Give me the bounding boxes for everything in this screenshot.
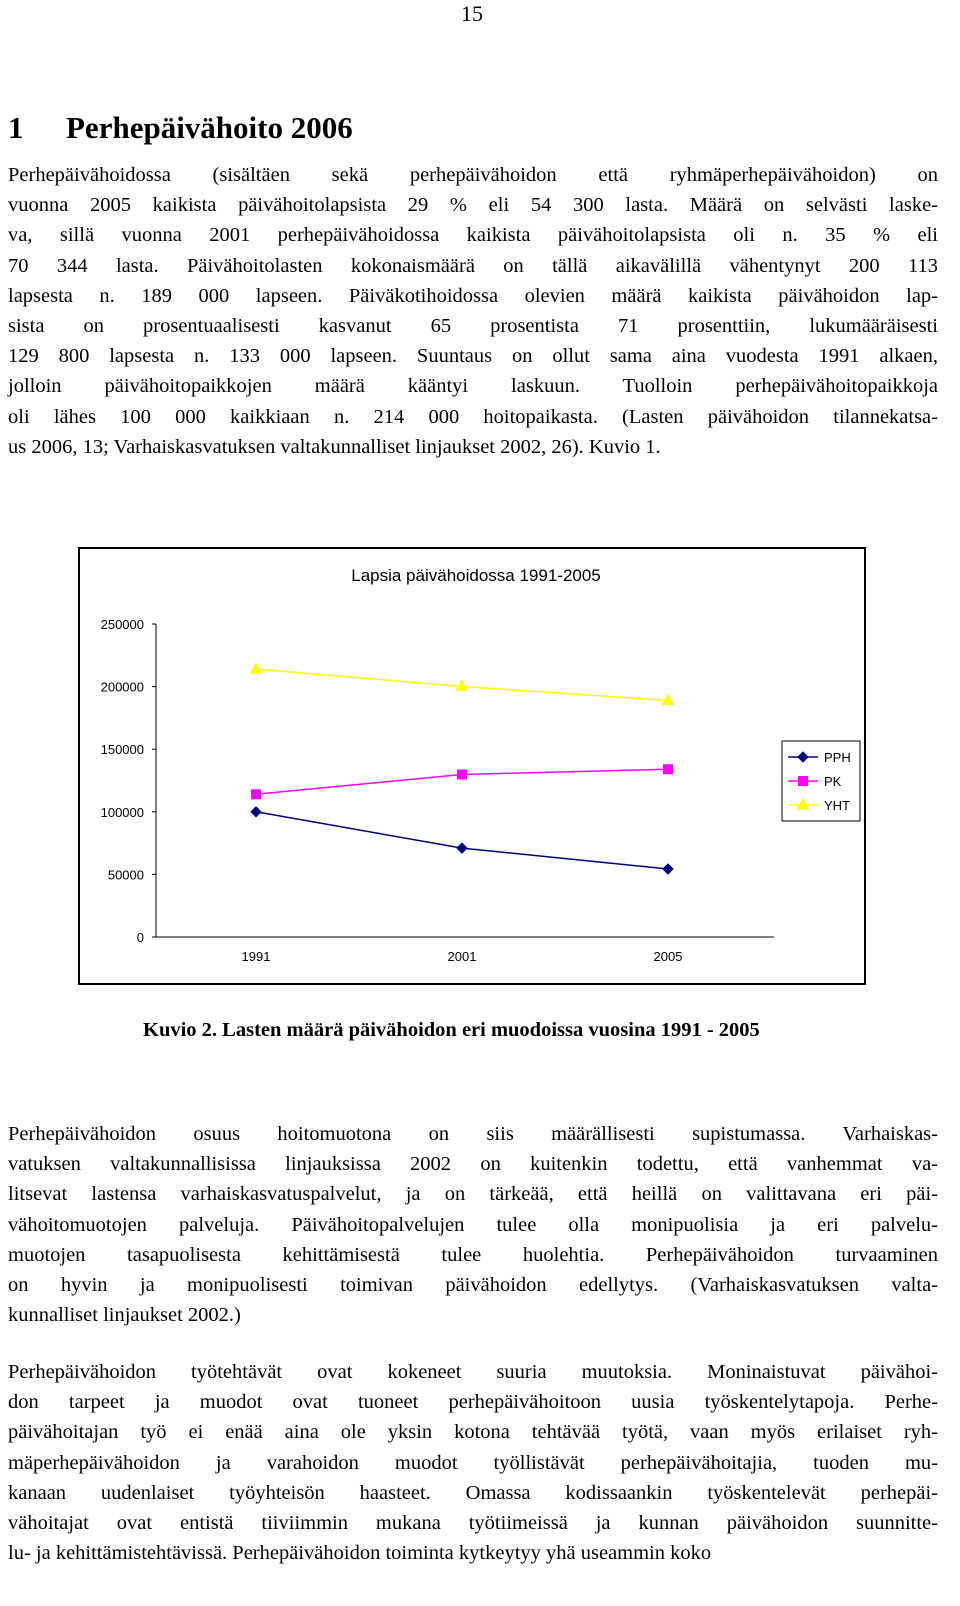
text-line: kanaan uudenlaiset työyhteisön haasteet. Omassa kodissaankin työskentelevät perhepäi- — [8, 1481, 938, 1504]
paragraph-1 — [8, 160, 938, 462]
legend-label: PK — [824, 774, 842, 789]
text-line: 129 800 lapsesta n. 133 000 lapseen. Suuntaus on ollut sama aina vuodesta 1991 alkaen, — [8, 345, 938, 368]
legend-marker-pk — [799, 777, 808, 786]
page-number: 15 — [461, 1, 483, 26]
text-line: jolloin päivähoitopaikkojen määrä kääntyi laskuun. Tuolloin perhepäivähoitopaikkoja — [8, 375, 938, 398]
text-line: vähoitajat ovat entistä tiiviimmin mukana työtiimeissä ja kunnan päivähoidon suunnitte- — [8, 1512, 938, 1535]
y-tick-label: 50000 — [107, 867, 144, 883]
text-line: litsevat lastensa varhaiskasvatuspalvelut, ja on tärkeää, että heillä on valittavana eri päi- — [8, 1183, 938, 1206]
text-line: va, sillä vuonna 2001 perhepäivähoidossa kaikista päivähoitolapsista oli n. 35 % eli — [8, 224, 938, 247]
section-number: 1 — [8, 110, 24, 145]
y-tick-label: 250000 — [100, 617, 144, 632]
line-chart — [78, 547, 866, 985]
data-point-pk — [458, 770, 467, 779]
text-line: don tarpeet ja muodot ovat tuoneet perhepäivähoitoon uusia työskentelytapoja. Perhe- — [8, 1391, 938, 1414]
text-line: kunnalliset linjaukset 2002.) — [8, 1304, 241, 1327]
chart-svg — [80, 549, 864, 983]
text-line: lu- ja kehittämistehtävissä. Perhepäivähoidon toiminta kytkeytyy yhä useammin koko — [8, 1542, 712, 1565]
x-tick-label: 2001 — [447, 949, 477, 964]
data-point-yht — [251, 663, 262, 673]
y-tick-label: 200000 — [100, 679, 144, 695]
text-line: Perhepäivähoidossa (sisältäen sekä perhepäivähoidon että ryhmäperhepäivähoidon) on — [8, 164, 938, 186]
text-line: 70 344 lasta. Päivähoitolasten kokonaismäärä on tällä aikavälillä vähentynyt 200 113 — [8, 254, 938, 277]
y-tick-label: 0 — [136, 930, 144, 945]
x-tick-label: 1991 — [241, 949, 271, 964]
data-point-pph — [457, 843, 467, 853]
y-tick-label: 100000 — [100, 804, 144, 820]
section-heading — [8, 108, 353, 148]
data-point-pk — [664, 765, 673, 774]
text-line: Perhepäivähoidon osuus hoitomuotona on siis määrällisesti supistumassa. Varhaiskas- — [8, 1123, 938, 1145]
section-title: Perhepäivähoito 2006 — [66, 110, 353, 145]
text-line: mäperhepäivähoidon ja varahoidon muodot työllistävät perhepäivähoitajia, tuoden mu- — [8, 1451, 938, 1474]
chart-title: Lapsia päivähoidossa 1991-2005 — [351, 566, 601, 585]
legend-label: YHT — [824, 798, 850, 813]
text-line: vähoitomuotojen palveluja. Päivähoitopalvelujen tulee olla monipuolisia ja eri palvelu- — [8, 1213, 938, 1236]
text-line: päivähoitajan työ ei enää aina ole yksin kotona tehtävää työtä, vaan myös erilaiset ryh- — [8, 1421, 938, 1444]
text-line: sista on prosentuaalisesti kasvanut 65 prosentista 71 prosenttiin, lukumääräisesti — [8, 315, 938, 338]
text-line: vatuksen valtakunnallisissa linjauksissa 2002 on kuitenkin todettu, että vanhemmat va- — [8, 1153, 938, 1176]
text-line: muotojen tasapuolisesta kehittämisestä tulee huolehtia. Perhepäivähoidon turvaaminen — [8, 1243, 938, 1266]
data-point-pph — [663, 864, 673, 874]
text-line: oli lähes 100 000 kaikkiaan n. 214 000 hoitopaikasta. (Lasten päivähoidon tilannekatsa- — [8, 405, 938, 428]
text-line: lapsesta n. 189 000 lapseen. Päiväkotihoidossa olevien määrä kaikista päivähoidon lap- — [8, 284, 938, 307]
paragraph-2 — [8, 1119, 938, 1330]
text-line: us 2006, 13; Varhaiskasvatuksen valtakunnalliset linjaukset 2002, 26). Kuvio 1. — [8, 435, 661, 458]
text-line: vuonna 2005 kaikista päivähoitolapsista 29 % eli 54 300 lasta. Määrä on selvästi laske- — [8, 194, 938, 217]
y-tick-label: 150000 — [100, 742, 144, 758]
data-point-pk — [252, 790, 261, 799]
x-tick-label: 2005 — [653, 949, 683, 964]
legend-label: PPH — [824, 750, 851, 765]
data-point-pph — [251, 807, 261, 817]
figure-caption: Kuvio 2. Lasten määrä päivähoidon eri muodoissa vuosina 1991 - 2005 — [143, 1019, 760, 1041]
series-line-pph — [256, 812, 668, 869]
text-line: Perhepäivähoidon työtehtävät ovat kokeneet suuria muutoksia. Moninaistuvat päivähoi- — [8, 1361, 938, 1383]
paragraph-3 — [8, 1357, 938, 1568]
text-line: on hyvin ja monipuolisesti toimivan päivähoidon edellytys. (Varhaiskasvatuksen valta- — [8, 1274, 938, 1297]
